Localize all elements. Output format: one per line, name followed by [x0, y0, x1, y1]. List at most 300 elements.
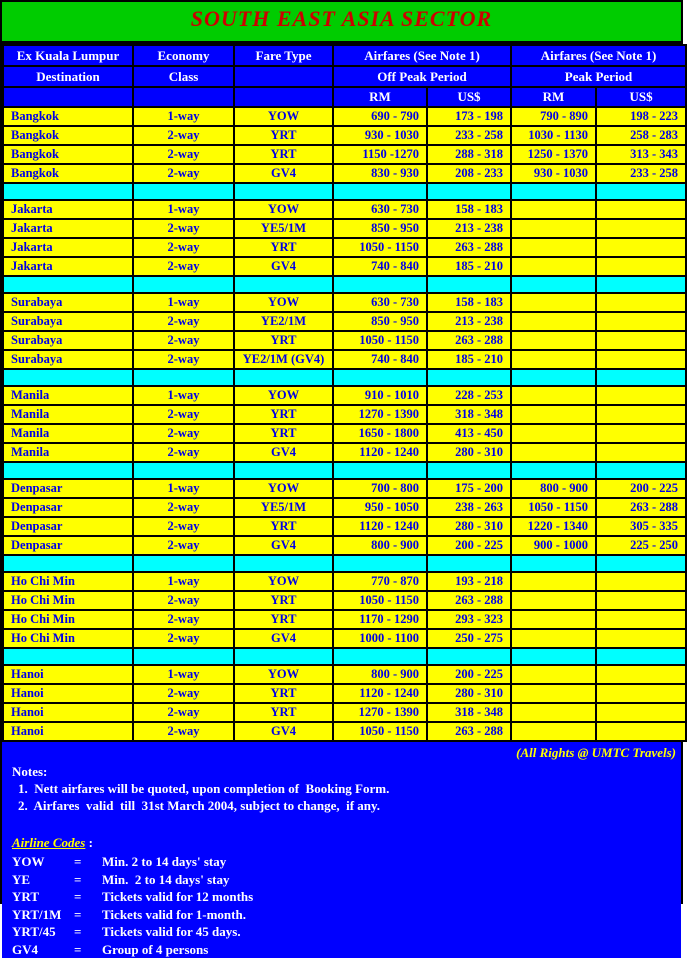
fare-type-cell: YOW — [234, 107, 333, 126]
fare-row — [3, 386, 686, 405]
offpeak-usd-cell: 263 - 288 — [427, 238, 511, 257]
offpeak-rm-cell: 770 - 870 — [333, 572, 427, 591]
peak-usd-cell — [596, 238, 686, 257]
notes-heading: Notes: — [12, 764, 681, 780]
destination-cell: Denpasar — [3, 517, 133, 536]
separator-cell — [133, 462, 234, 479]
offpeak-rm-cell: 830 - 930 — [333, 164, 427, 183]
peak-usd-cell — [596, 722, 686, 741]
destination-cell: Jakarta — [3, 238, 133, 257]
fare-type-cell: YOW — [234, 572, 333, 591]
airline-code-row — [2, 853, 681, 871]
destination-cell: Manila — [3, 424, 133, 443]
economy-class-cell: 2-way — [133, 498, 234, 517]
peak-rm-cell: 1220 - 1340 — [511, 517, 596, 536]
peak-rm-cell — [511, 424, 596, 443]
airline-code-description: Min. 2 to 14 days' stay — [102, 853, 226, 871]
separator-cell — [333, 369, 427, 386]
offpeak-usd-cell: 213 - 238 — [427, 312, 511, 331]
destination-cell: Denpasar — [3, 498, 133, 517]
offpeak-rm-cell: 1120 - 1240 — [333, 517, 427, 536]
equals-sign: = — [74, 871, 102, 889]
peak-rm-cell — [511, 703, 596, 722]
header-row-1 — [3, 45, 686, 66]
page-title: SOUTH EAST ASIA SECTOR — [2, 2, 681, 31]
peak-rm-cell: 800 - 900 — [511, 479, 596, 498]
offpeak-usd-cell: 263 - 288 — [427, 591, 511, 610]
fare-row — [3, 238, 686, 257]
header-offpeak-rm: RM — [333, 87, 427, 107]
fare-row — [3, 629, 686, 648]
peak-usd-cell: 198 - 223 — [596, 107, 686, 126]
separator-cell — [511, 369, 596, 386]
header-peak-usd: US$ — [596, 87, 686, 107]
peak-rm-cell — [511, 665, 596, 684]
separator-cell — [427, 648, 511, 665]
destination-cell: Denpasar — [3, 536, 133, 555]
offpeak-usd-cell: 200 - 225 — [427, 665, 511, 684]
airline-codes-label: Airline Codes — [12, 835, 85, 850]
economy-class-cell: 1-way — [133, 665, 234, 684]
offpeak-usd-cell: 238 - 263 — [427, 498, 511, 517]
economy-class-cell: 1-way — [133, 107, 234, 126]
peak-rm-cell — [511, 293, 596, 312]
peak-rm-cell — [511, 312, 596, 331]
fare-row — [3, 350, 686, 369]
separator-cell — [596, 369, 686, 386]
offpeak-usd-cell: 200 - 225 — [427, 536, 511, 555]
separator-cell — [234, 648, 333, 665]
fare-type-cell: YRT — [234, 517, 333, 536]
fare-type-cell: GV4 — [234, 722, 333, 741]
fare-row — [3, 722, 686, 741]
offpeak-rm-cell: 1270 - 1390 — [333, 405, 427, 424]
airline-code-description: Tickets valid for 1-month. — [102, 906, 246, 924]
fare-table-body — [3, 107, 686, 741]
airline-codes-heading — [12, 835, 681, 851]
fare-row — [3, 405, 686, 424]
fare-type-cell: YRT — [234, 703, 333, 722]
fare-row — [3, 126, 686, 145]
fare-type-cell: YOW — [234, 479, 333, 498]
separator-cell — [511, 555, 596, 572]
peak-rm-cell — [511, 257, 596, 276]
economy-class-cell: 2-way — [133, 424, 234, 443]
separator-cell — [596, 183, 686, 200]
airline-code-description: Group of 4 persons — [102, 941, 208, 958]
separator-cell — [133, 276, 234, 293]
destination-cell: Ho Chi Min — [3, 591, 133, 610]
fare-row — [3, 684, 686, 703]
peak-rm-cell — [511, 238, 596, 257]
airline-codes-colon: : — [85, 835, 93, 850]
destination-cell: Bangkok — [3, 126, 133, 145]
offpeak-usd-cell: 318 - 348 — [427, 405, 511, 424]
economy-class-cell: 2-way — [133, 536, 234, 555]
fare-row — [3, 164, 686, 183]
destination-cell: Hanoi — [3, 722, 133, 741]
fare-row — [3, 312, 686, 331]
fare-type-cell: YRT — [234, 424, 333, 443]
fare-row — [3, 200, 686, 219]
separator-cell — [3, 462, 133, 479]
offpeak-rm-cell: 700 - 800 — [333, 479, 427, 498]
separator-row — [3, 462, 686, 479]
economy-class-cell: 2-way — [133, 722, 234, 741]
separator-cell — [3, 648, 133, 665]
peak-usd-cell — [596, 591, 686, 610]
peak-usd-cell — [596, 610, 686, 629]
separator-cell — [3, 555, 133, 572]
airline-codes-list — [2, 853, 681, 958]
destination-cell: Bangkok — [3, 164, 133, 183]
offpeak-usd-cell: 250 - 275 — [427, 629, 511, 648]
airline-code-description: Min. 2 to 14 days' stay — [102, 871, 229, 889]
header-peak-line2: Peak Period — [511, 66, 686, 87]
offpeak-rm-cell: 740 - 840 — [333, 350, 427, 369]
peak-rm-cell — [511, 629, 596, 648]
header-destination-line1: Ex Kuala Lumpur — [3, 45, 133, 66]
destination-cell: Surabaya — [3, 293, 133, 312]
separator-row — [3, 183, 686, 200]
separator-cell — [511, 462, 596, 479]
offpeak-usd-cell: 413 - 450 — [427, 424, 511, 443]
airline-code-description: Tickets valid for 12 months — [102, 888, 253, 906]
economy-class-cell: 2-way — [133, 257, 234, 276]
destination-cell: Manila — [3, 443, 133, 462]
fare-type-cell: YOW — [234, 386, 333, 405]
offpeak-rm-cell: 1150 -1270 — [333, 145, 427, 164]
separator-cell — [3, 276, 133, 293]
peak-usd-cell: 305 - 335 — [596, 517, 686, 536]
fare-row — [3, 591, 686, 610]
fare-row — [3, 107, 686, 126]
economy-class-cell: 2-way — [133, 164, 234, 183]
peak-rm-cell — [511, 219, 596, 238]
peak-usd-cell — [596, 386, 686, 405]
separator-cell — [234, 369, 333, 386]
peak-rm-cell — [511, 331, 596, 350]
peak-rm-cell: 1250 - 1370 — [511, 145, 596, 164]
destination-cell: Hanoi — [3, 684, 133, 703]
offpeak-usd-cell: 228 - 253 — [427, 386, 511, 405]
peak-usd-cell — [596, 293, 686, 312]
separator-cell — [596, 648, 686, 665]
economy-class-cell: 1-way — [133, 200, 234, 219]
peak-usd-cell: 225 - 250 — [596, 536, 686, 555]
peak-usd-cell — [596, 703, 686, 722]
destination-cell: Manila — [3, 405, 133, 424]
economy-class-cell: 2-way — [133, 443, 234, 462]
fare-type-cell: GV4 — [234, 257, 333, 276]
destination-cell: Ho Chi Min — [3, 629, 133, 648]
separator-cell — [133, 555, 234, 572]
fare-type-cell: GV4 — [234, 536, 333, 555]
peak-usd-cell: 233 - 258 — [596, 164, 686, 183]
peak-usd-cell: 200 - 225 — [596, 479, 686, 498]
fare-type-cell: YE2/1M — [234, 312, 333, 331]
separator-cell — [133, 369, 234, 386]
peak-usd-cell — [596, 629, 686, 648]
airline-code-row — [2, 923, 681, 941]
economy-class-cell: 2-way — [133, 517, 234, 536]
fare-row — [3, 498, 686, 517]
offpeak-usd-cell: 288 - 318 — [427, 145, 511, 164]
header-peak-rm: RM — [511, 87, 596, 107]
destination-cell: Bangkok — [3, 107, 133, 126]
peak-usd-cell — [596, 331, 686, 350]
offpeak-usd-cell: 175 - 200 — [427, 479, 511, 498]
offpeak-usd-cell: 293 - 323 — [427, 610, 511, 629]
destination-cell: Jakarta — [3, 200, 133, 219]
offpeak-usd-cell: 280 - 310 — [427, 517, 511, 536]
separator-cell — [133, 183, 234, 200]
fare-type-cell: YRT — [234, 238, 333, 257]
offpeak-rm-cell: 740 - 840 — [333, 257, 427, 276]
header-economy-line2: Class — [133, 66, 234, 87]
economy-class-cell: 2-way — [133, 219, 234, 238]
fare-type-cell: YOW — [234, 665, 333, 684]
fare-row — [3, 665, 686, 684]
peak-usd-cell: 313 - 343 — [596, 145, 686, 164]
economy-class-cell: 2-way — [133, 350, 234, 369]
separator-cell — [234, 276, 333, 293]
peak-rm-cell — [511, 350, 596, 369]
peak-usd-cell — [596, 665, 686, 684]
separator-row — [3, 555, 686, 572]
fare-row — [3, 479, 686, 498]
equals-sign: = — [74, 941, 102, 958]
fare-row — [3, 610, 686, 629]
separator-cell — [427, 555, 511, 572]
separator-cell — [596, 555, 686, 572]
separator-cell — [3, 183, 133, 200]
header-row-2 — [3, 66, 686, 87]
economy-class-cell: 2-way — [133, 238, 234, 257]
peak-usd-cell — [596, 443, 686, 462]
fare-row — [3, 703, 686, 722]
fare-type-cell: YRT — [234, 610, 333, 629]
offpeak-rm-cell: 690 - 790 — [333, 107, 427, 126]
offpeak-usd-cell: 158 - 183 — [427, 293, 511, 312]
offpeak-usd-cell: 193 - 218 — [427, 572, 511, 591]
peak-rm-cell: 930 - 1030 — [511, 164, 596, 183]
equals-sign: = — [74, 923, 102, 941]
economy-class-cell: 2-way — [133, 703, 234, 722]
rights-note: (All Rights @ UMTC Travels) — [2, 742, 681, 761]
header-row-currency — [3, 87, 686, 107]
peak-rm-cell — [511, 610, 596, 629]
airline-code: YRT/1M — [12, 906, 74, 924]
economy-class-cell: 1-way — [133, 572, 234, 591]
destination-cell: Jakarta — [3, 219, 133, 238]
fare-row — [3, 536, 686, 555]
peak-rm-cell — [511, 722, 596, 741]
separator-row — [3, 369, 686, 386]
airline-code: YRT — [12, 888, 74, 906]
economy-class-cell: 2-way — [133, 610, 234, 629]
airline-code-row — [2, 871, 681, 889]
fare-type-cell: GV4 — [234, 629, 333, 648]
peak-usd-cell — [596, 219, 686, 238]
offpeak-rm-cell: 1050 - 1150 — [333, 238, 427, 257]
separator-cell — [596, 276, 686, 293]
separator-cell — [427, 369, 511, 386]
offpeak-usd-cell: 185 - 210 — [427, 257, 511, 276]
separator-row — [3, 276, 686, 293]
offpeak-rm-cell: 910 - 1010 — [333, 386, 427, 405]
separator-cell — [333, 462, 427, 479]
economy-class-cell: 2-way — [133, 126, 234, 145]
offpeak-rm-cell: 630 - 730 — [333, 293, 427, 312]
offpeak-usd-cell: 158 - 183 — [427, 200, 511, 219]
destination-cell: Bangkok — [3, 145, 133, 164]
separator-cell — [333, 276, 427, 293]
fare-table-header — [3, 45, 686, 107]
sector-banner — [2, 2, 681, 44]
airline-code: GV4 — [12, 941, 74, 958]
fare-type-cell: GV4 — [234, 443, 333, 462]
separator-cell — [234, 555, 333, 572]
offpeak-usd-cell: 280 - 310 — [427, 684, 511, 703]
peak-usd-cell: 263 - 288 — [596, 498, 686, 517]
separator-cell — [511, 276, 596, 293]
destination-cell: Manila — [3, 386, 133, 405]
offpeak-usd-cell: 208 - 233 — [427, 164, 511, 183]
peak-usd-cell — [596, 257, 686, 276]
separator-cell — [427, 276, 511, 293]
fare-row — [3, 219, 686, 238]
header-blank-2 — [133, 87, 234, 107]
offpeak-rm-cell: 930 - 1030 — [333, 126, 427, 145]
fare-type-cell: YE5/1M — [234, 219, 333, 238]
note-line: 1. Nett airfares will be quoted, upon completion of Booking Form. — [2, 780, 681, 797]
fare-type-cell: YRT — [234, 405, 333, 424]
destination-cell: Ho Chi Min — [3, 572, 133, 591]
separator-cell — [333, 183, 427, 200]
header-blank-1 — [3, 87, 133, 107]
separator-cell — [3, 369, 133, 386]
economy-class-cell: 2-way — [133, 145, 234, 164]
offpeak-usd-cell: 263 - 288 — [427, 331, 511, 350]
destination-cell: Hanoi — [3, 665, 133, 684]
offpeak-usd-cell: 233 - 258 — [427, 126, 511, 145]
peak-rm-cell: 900 - 1000 — [511, 536, 596, 555]
separator-cell — [333, 648, 427, 665]
header-fare-type: Fare Type — [234, 45, 333, 66]
offpeak-rm-cell: 1000 - 1100 — [333, 629, 427, 648]
peak-rm-cell: 1050 - 1150 — [511, 498, 596, 517]
offpeak-rm-cell: 630 - 730 — [333, 200, 427, 219]
economy-class-cell: 2-way — [133, 312, 234, 331]
fare-type-cell: YRT — [234, 126, 333, 145]
separator-cell — [133, 648, 234, 665]
economy-class-cell: 2-way — [133, 629, 234, 648]
separator-row — [3, 648, 686, 665]
fare-row — [3, 145, 686, 164]
equals-sign: = — [74, 888, 102, 906]
destination-cell: Jakarta — [3, 257, 133, 276]
destination-cell: Surabaya — [3, 350, 133, 369]
peak-rm-cell — [511, 684, 596, 703]
footer-panel — [2, 742, 681, 958]
offpeak-rm-cell: 1650 - 1800 — [333, 424, 427, 443]
notes-list — [2, 780, 681, 814]
fare-type-cell: YRT — [234, 331, 333, 350]
header-blank-3 — [234, 87, 333, 107]
peak-usd-cell — [596, 424, 686, 443]
offpeak-usd-cell: 173 - 198 — [427, 107, 511, 126]
fare-type-cell: YOW — [234, 293, 333, 312]
peak-usd-cell — [596, 312, 686, 331]
fare-type-cell: YRT — [234, 591, 333, 610]
economy-class-cell: 2-way — [133, 405, 234, 424]
economy-class-cell: 1-way — [133, 386, 234, 405]
offpeak-rm-cell: 1050 - 1150 — [333, 331, 427, 350]
header-destination-line2: Destination — [3, 66, 133, 87]
separator-cell — [234, 183, 333, 200]
airline-code: YE — [12, 871, 74, 889]
offpeak-usd-cell: 263 - 288 — [427, 722, 511, 741]
header-fare-type-blank — [234, 66, 333, 87]
fare-type-cell: YE5/1M — [234, 498, 333, 517]
offpeak-rm-cell: 800 - 900 — [333, 536, 427, 555]
fare-type-cell: YOW — [234, 200, 333, 219]
offpeak-usd-cell: 213 - 238 — [427, 219, 511, 238]
offpeak-rm-cell: 1120 - 1240 — [333, 684, 427, 703]
peak-rm-cell — [511, 405, 596, 424]
fare-type-cell: YRT — [234, 145, 333, 164]
airline-code-row — [2, 941, 681, 958]
economy-class-cell: 2-way — [133, 684, 234, 703]
economy-class-cell: 2-way — [133, 591, 234, 610]
offpeak-rm-cell: 1270 - 1390 — [333, 703, 427, 722]
economy-class-cell: 1-way — [133, 293, 234, 312]
destination-cell: Surabaya — [3, 331, 133, 350]
header-offpeak-usd: US$ — [427, 87, 511, 107]
offpeak-rm-cell: 1050 - 1150 — [333, 591, 427, 610]
header-offpeak-line1: Airfares (See Note 1) — [333, 45, 511, 66]
equals-sign: = — [74, 906, 102, 924]
fare-row — [3, 331, 686, 350]
separator-cell — [333, 555, 427, 572]
airline-code: YRT/45 — [12, 923, 74, 941]
offpeak-rm-cell: 850 - 950 — [333, 219, 427, 238]
fare-table — [2, 44, 687, 742]
fare-row — [3, 424, 686, 443]
separator-cell — [234, 462, 333, 479]
destination-cell: Denpasar — [3, 479, 133, 498]
equals-sign: = — [74, 853, 102, 871]
offpeak-rm-cell: 950 - 1050 — [333, 498, 427, 517]
separator-cell — [427, 183, 511, 200]
destination-cell: Ho Chi Min — [3, 610, 133, 629]
economy-class-cell: 2-way — [133, 331, 234, 350]
offpeak-usd-cell: 318 - 348 — [427, 703, 511, 722]
fare-type-cell: YRT — [234, 684, 333, 703]
peak-rm-cell — [511, 200, 596, 219]
fare-row — [3, 293, 686, 312]
offpeak-rm-cell: 1170 - 1290 — [333, 610, 427, 629]
fare-row — [3, 572, 686, 591]
airline-code-row — [2, 906, 681, 924]
airline-code: YOW — [12, 853, 74, 871]
peak-usd-cell — [596, 684, 686, 703]
header-offpeak-line2: Off Peak Period — [333, 66, 511, 87]
separator-cell — [596, 462, 686, 479]
offpeak-rm-cell: 850 - 950 — [333, 312, 427, 331]
fare-type-cell: YE2/1M (GV4) — [234, 350, 333, 369]
